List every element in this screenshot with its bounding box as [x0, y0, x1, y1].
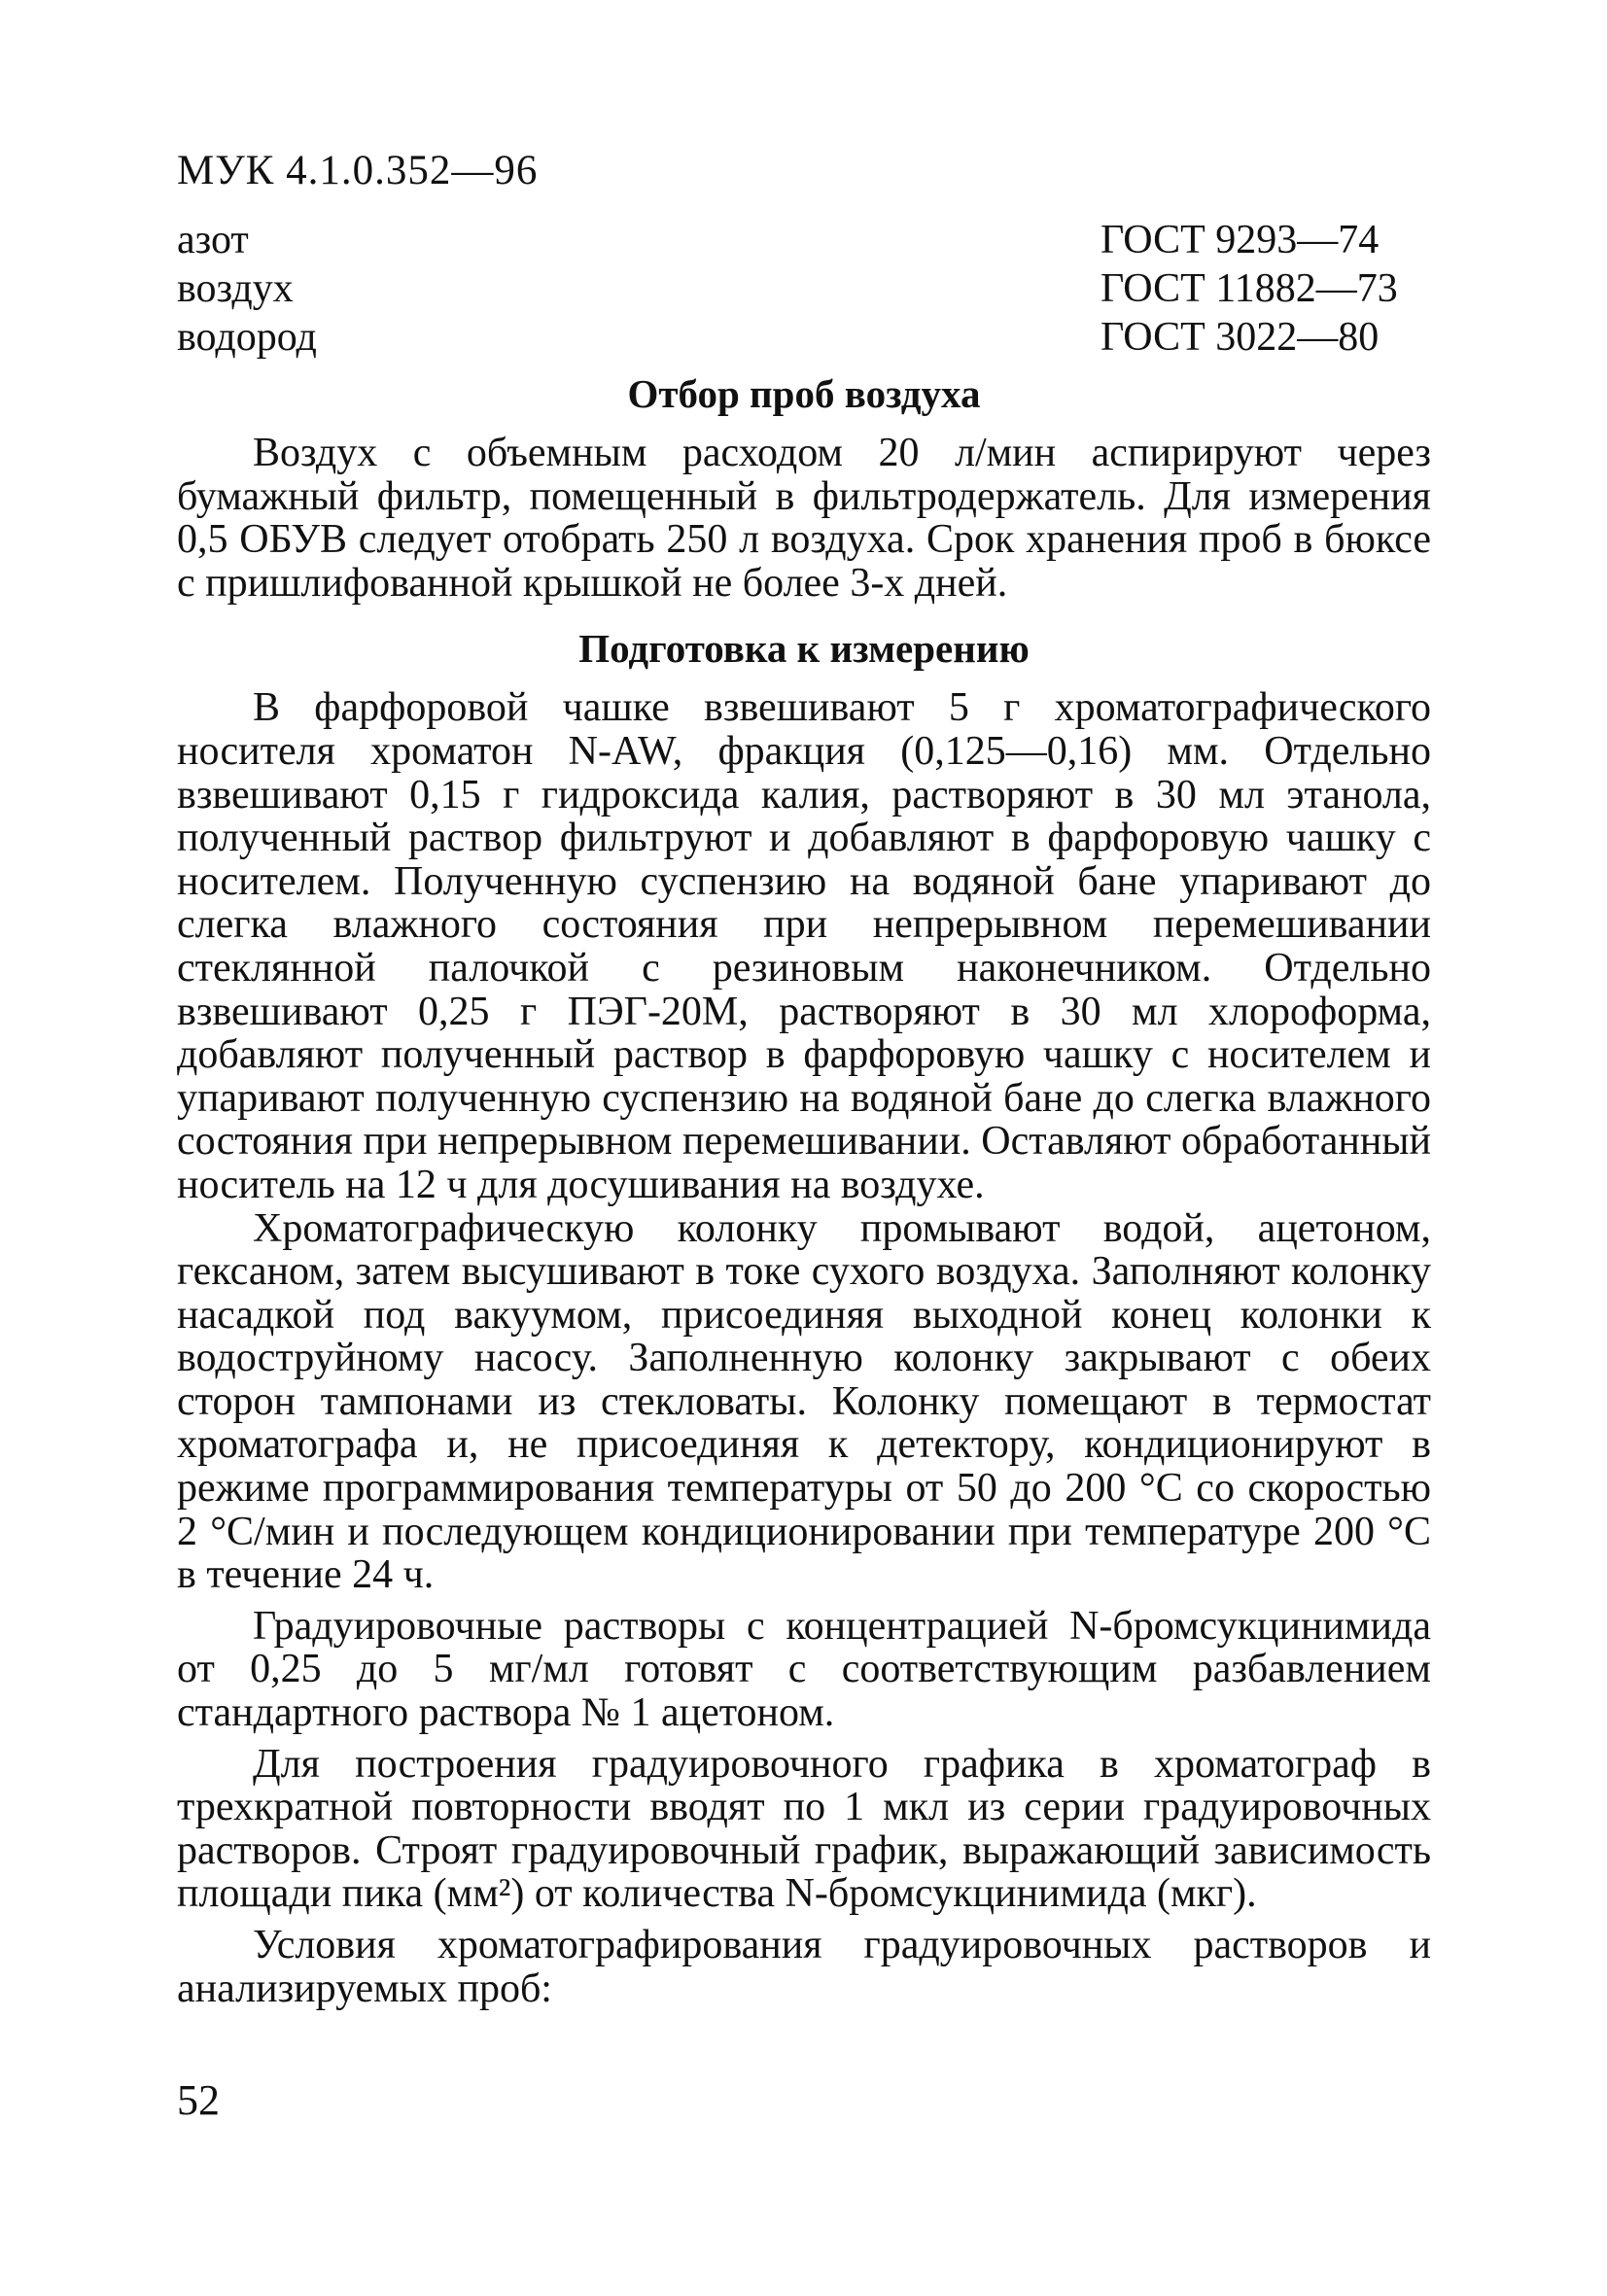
paragraph-sampling: Воздух с объемным расходом 20 л/мин аспирируют через бумажный фильтр, помещенный в фильтродержатель. Для измерения 0,5 ОБУВ следует отобрать 250 л воздуха. Срок хранения проб в бюксе с пришлифованной крышкой не более 3-х дней.	[177, 431, 1431, 606]
material-standard: ГОСТ 9293—74	[1100, 218, 1380, 262]
paragraph-preparation-4: Для построения градуировочного графика в хроматограф в трехкратной повторности вводят по 1 мкл из серии градуировочных растворов. Строят градуировочный график, выражающий зависимость площади пика (мм²) от количества N-бромсукцинимида (мкг).	[177, 1741, 1431, 1917]
material-name: воздух	[177, 266, 294, 311]
material-standard: ГОСТ 11882—73	[1100, 266, 1398, 311]
material-row	[177, 313, 1431, 362]
document-page	[177, 146, 1431, 2010]
paragraph-preparation-3: Градуировочные растворы с концентрацией N-бромсукцинимида от 0,25 до 5 мг/мл готовят с соответствующим разбавлением стандартного раствора № 1 ацетоном.	[177, 1603, 1431, 1736]
material-row	[177, 216, 1431, 264]
section-title-sampling: Отбор проб воздуха	[627, 371, 981, 416]
page-number: 52	[177, 2076, 220, 2124]
paragraph-preparation-2: Хроматографическую колонку промывают водой, ацетоном, гексаном, затем высушивают в токе сухого воздуха. Заполняют колонку насадкой под вакуумом, присоединяя выходной конец колонки к водоструйному насосу. Заполненную колонку закрывают с обеих сторон тампонами из стекловаты. Колонку помещают в термостат хроматографа и, не присоединяя к детектору, кондиционируют в режиме программирования температуры от 50 до 200 °С со скоростью 2 °С/мин и последующем кондиционировании при температуре 200 °С в течение 24 ч.	[177, 1205, 1431, 1598]
document-code: МУК 4.1.0.352—96	[177, 148, 539, 193]
paragraph-preparation-1: В фарфоровой чашке взвешивают 5 г хроматографического носителя хроматон N-AW, фракция (0,125—0,16) мм. Отдельно взвешивают 0,15 г гидроксида калия, растворяют в 30 мл этанола, полученный раствор фильтруют и добавляют в фарфоровую чашку с носителем. Полученную суспензию на водяной бане упаривают до слегка влажного состояния при непрерывном перемешивании стеклянной палочкой с резиновым наконечником. Отдельно взвешивают 0,25 г ПЭГ-20М, растворяют в 30 мл хлороформа, добавляют полученный раствор в фарфоровую чашку с носителем и упаривают полученную суспензию на водяной бане до слегка влажного состояния при непрерывном перемешивании. Оставляют обработанный носитель на 12 ч для досушивания на воздухе.	[177, 685, 1431, 1207]
materials-list	[177, 216, 1431, 362]
material-standard: ГОСТ 3022—80	[1100, 315, 1380, 360]
material-row	[177, 264, 1431, 313]
material-name: водород	[177, 315, 317, 360]
material-name: азот	[177, 218, 249, 262]
paragraph-preparation-5: Условия хроматографирования градуировочных растворов и анализируемых проб:	[177, 1923, 1431, 2011]
section-title-preparation: Подготовка к измерению	[578, 626, 1030, 672]
